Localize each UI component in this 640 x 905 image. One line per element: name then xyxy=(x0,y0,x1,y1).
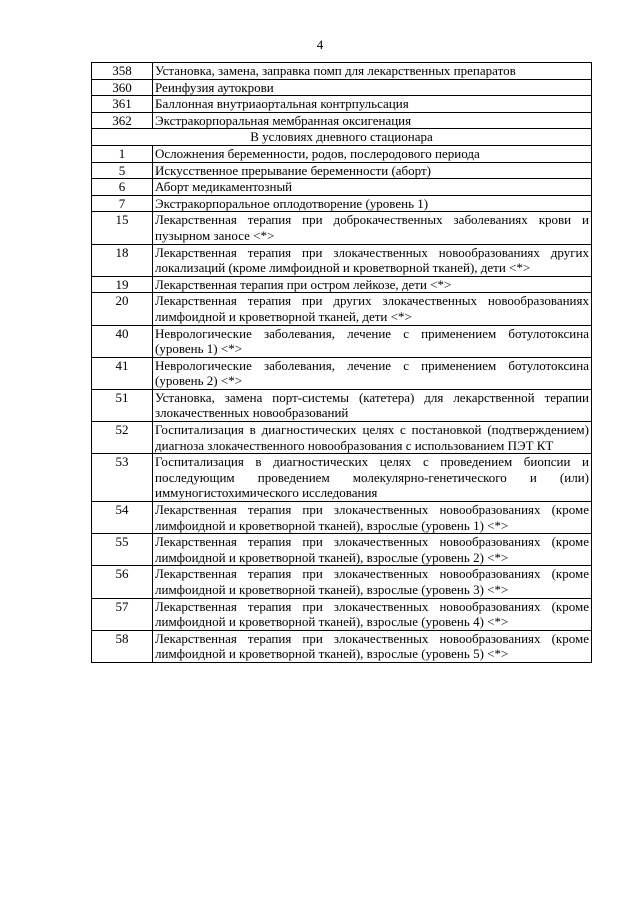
row-description: Неврологические заболевания, лечение с применением ботулотоксина (уровень 1) <*> xyxy=(153,325,592,357)
table-row xyxy=(92,212,592,244)
row-description: Экстракорпоральное оплодотворение (уровень 1) xyxy=(153,195,592,212)
table-row xyxy=(92,293,592,325)
table-row xyxy=(92,534,592,566)
code-table xyxy=(91,62,592,663)
row-code: 19 xyxy=(92,276,153,293)
table-row xyxy=(92,195,592,212)
row-description: Лекарственная терапия при злокачественных новообразованиях (кроме лимфоидной и кроветворной тканей), взрослые (уровень 1) <*> xyxy=(153,502,592,534)
row-description: Лекарственная терапия при злокачественных новообразованиях (кроме лимфоидной и кроветворной тканей), взрослые (уровень 5) <*> xyxy=(153,630,592,662)
row-description: Лекарственная терапия при других злокачественных новообразованиях лимфоидной и кроветворной тканей, дети <*> xyxy=(153,293,592,325)
row-description: Лекарственная терапия при злокачественных новообразованиях других локализаций (кроме лимфоидной и кроветворной тканей), дети <*> xyxy=(153,244,592,276)
row-code: 5 xyxy=(92,162,153,179)
row-description: Лекарственная терапия при остром лейкозе, дети <*> xyxy=(153,276,592,293)
row-code: 362 xyxy=(92,112,153,129)
page-number: 4 xyxy=(316,37,324,52)
row-description: Лекарственная терапия при злокачественных новообразованиях (кроме лимфоидной и кроветворной тканей), взрослые (уровень 3) <*> xyxy=(153,566,592,598)
row-description: Госпитализация в диагностических целях с постановкой (подтверждением) диагноза злокачественного новообразования с использованием ПЭТ КТ xyxy=(153,422,592,454)
table-row xyxy=(92,63,592,80)
row-description: Установка, замена порт-системы (катетера) для лекарственной терапии злокачественных новообразований xyxy=(153,389,592,421)
row-description: Установка, замена, заправка помп для лекарственных препаратов xyxy=(153,63,592,80)
row-code: 1 xyxy=(92,145,153,162)
row-code: 358 xyxy=(92,63,153,80)
table-row xyxy=(92,276,592,293)
row-description: Неврологические заболевания, лечение с применением ботулотоксина (уровень 2) <*> xyxy=(153,357,592,389)
row-code: 53 xyxy=(92,454,153,502)
table-row xyxy=(92,502,592,534)
row-code: 58 xyxy=(92,630,153,662)
table-row xyxy=(92,79,592,96)
row-description: Реинфузия аутокрови xyxy=(153,79,592,96)
row-code: 18 xyxy=(92,244,153,276)
row-code: 361 xyxy=(92,96,153,113)
section-title: В условиях дневного стационара xyxy=(92,129,592,146)
table-row xyxy=(92,357,592,389)
table-row xyxy=(92,598,592,630)
row-code: 40 xyxy=(92,325,153,357)
row-description: Осложнения беременности, родов, послеродового периода xyxy=(153,145,592,162)
section-row xyxy=(92,129,592,146)
row-description: Аборт медикаментозный xyxy=(153,179,592,196)
row-description: Лекарственная терапия при доброкачественных заболеваниях крови и пузырном заносе <*> xyxy=(153,212,592,244)
row-code: 20 xyxy=(92,293,153,325)
table-row xyxy=(92,162,592,179)
row-description: Лекарственная терапия при злокачественных новообразованиях (кроме лимфоидной и кроветворной тканей), взрослые (уровень 4) <*> xyxy=(153,598,592,630)
table-row xyxy=(92,179,592,196)
row-description: Баллонная внутриаортальная контрпульсация xyxy=(153,96,592,113)
row-description: Госпитализация в диагностических целях с проведением биопсии и последующим проведением молекулярно-генетического и (или) иммуногистохимического исследования xyxy=(153,454,592,502)
table-row xyxy=(92,96,592,113)
row-description: Искусственное прерывание беременности (аборт) xyxy=(153,162,592,179)
table-row xyxy=(92,566,592,598)
row-code: 55 xyxy=(92,534,153,566)
row-code: 41 xyxy=(92,357,153,389)
table-row xyxy=(92,630,592,662)
table-row xyxy=(92,112,592,129)
table-row xyxy=(92,325,592,357)
row-code: 54 xyxy=(92,502,153,534)
row-code: 52 xyxy=(92,422,153,454)
row-description: Лекарственная терапия при злокачественных новообразованиях (кроме лимфоидной и кроветворной тканей), взрослые (уровень 2) <*> xyxy=(153,534,592,566)
table-row xyxy=(92,389,592,421)
table-row xyxy=(92,145,592,162)
table-row xyxy=(92,454,592,502)
row-code: 7 xyxy=(92,195,153,212)
row-code: 51 xyxy=(92,389,153,421)
row-code: 6 xyxy=(92,179,153,196)
table-row xyxy=(92,422,592,454)
row-code: 57 xyxy=(92,598,153,630)
row-description: Экстракорпоральная мембранная оксигенация xyxy=(153,112,592,129)
row-code: 360 xyxy=(92,79,153,96)
table-row xyxy=(92,244,592,276)
row-code: 15 xyxy=(92,212,153,244)
row-code: 56 xyxy=(92,566,153,598)
